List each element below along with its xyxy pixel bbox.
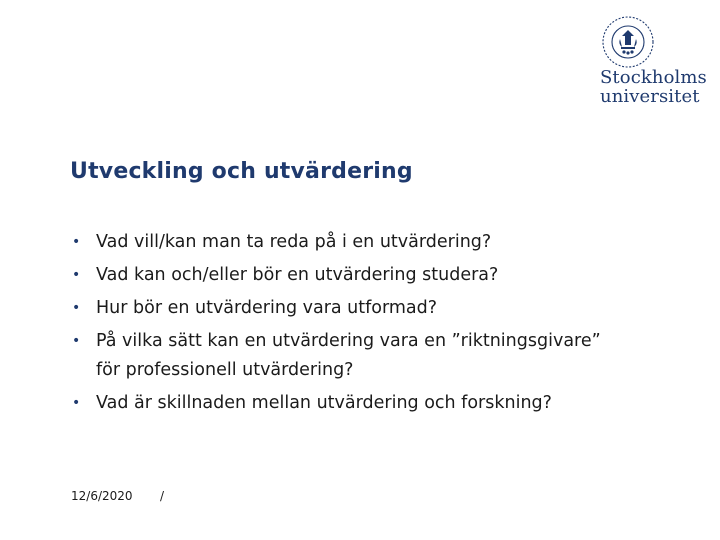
bullet-dot-icon: • (72, 267, 81, 283)
bullet-text: Vad är skillnaden mellan utvärdering och forskning? (96, 393, 552, 413)
logo-wordmark (600, 68, 707, 106)
footer-separator: / (160, 489, 165, 503)
footer-date: 12/6/2020 (71, 489, 133, 503)
bullet-dot-icon: • (72, 333, 81, 349)
bullet-dot-icon: • (72, 234, 81, 250)
bullet-item (70, 294, 630, 323)
bullet-item (70, 389, 630, 418)
logo-line-2: universitet (600, 86, 700, 107)
bullet-text: Vad kan och/eller bör en utvärdering studera? (96, 265, 499, 285)
bullet-dot-icon: • (72, 300, 81, 316)
bullet-item (70, 228, 630, 257)
bullet-text: Vad vill/kan man ta reda på i en utvärdering? (96, 232, 492, 252)
slide-title: Utveckling och utvärdering (70, 159, 413, 184)
bullet-item (70, 261, 630, 290)
bullet-text: Hur bör en utvärdering vara utformad? (96, 298, 438, 318)
bullet-list (70, 228, 630, 422)
university-logo (596, 14, 707, 110)
bullet-item (70, 327, 630, 385)
bullet-dot-icon: • (72, 395, 81, 411)
bullet-text: På vilka sätt kan en utvärdering vara en ”riktningsgivare” för professionell utvärdering? (96, 331, 601, 380)
logo-line-1: Stockholms (600, 67, 707, 88)
university-seal-icon (600, 14, 656, 70)
